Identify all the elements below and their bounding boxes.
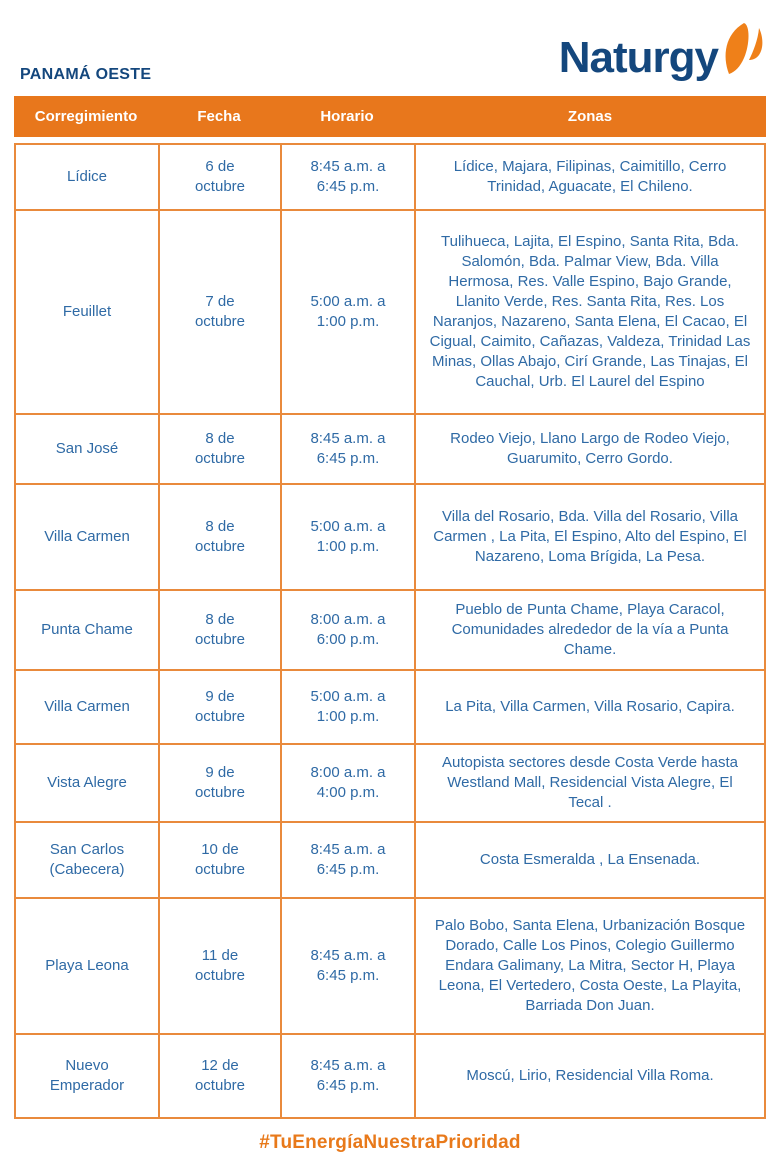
cell-zonas: Tulihueca, Lajita, El Espino, Santa Rita, Bda. Salomón, Bda. Palmar View, Bda. Villa Hermosa, Res. Valle Espino, Bajo Grande, Llanito Verde, Res. Santa Rita, Res. Los Naranjos, Nazareno, Santa Elena, El Cacao, El Cigual, Caimito, Cañazas, Valdeza, Trinidad Las Minas, Ollas Abajo, Cirí Grande, Las Tinajas, El Cauchal, Urb. El Laurel del Espino [414, 211, 764, 413]
cell-corregimiento: Playa Leona [45, 957, 129, 974]
cell-fecha: 6 de octubre [158, 145, 280, 209]
table-row [16, 669, 764, 743]
cell-fecha: 8 de octubre [158, 485, 280, 589]
cell-horario: 8:00 a.m. a 4:00 p.m. [280, 745, 414, 821]
cell-corregimiento: Nuevo Emperador [49, 1057, 125, 1094]
region-title: PANAMÁ OESTE [20, 66, 152, 83]
top-bar [0, 0, 780, 96]
cell-fecha: 8 de octubre [158, 591, 280, 669]
table-row [16, 743, 764, 821]
cell-fecha: 8 de octubre [158, 415, 280, 483]
butterfly-icon [720, 22, 764, 80]
naturgy-wordmark: Naturgy [558, 33, 718, 82]
cell-zonas: Palo Bobo, Santa Elena, Urbanización Bosque Dorado, Calle Los Pinos, Colegio Guillermo Endara Galimany, La Mitra, Sector H, Playa Leona, El Vertedero, Costa Oeste, La Playita, Barriada Don Juan. [414, 899, 764, 1033]
cell-horario: 5:00 a.m. a 1:00 p.m. [280, 485, 414, 589]
cell-fecha: 9 de octubre [158, 745, 280, 821]
header-corregimiento: Corregimiento [34, 108, 138, 125]
cell-horario: 5:00 a.m. a 1:00 p.m. [280, 671, 414, 743]
cell-fecha: 12 de octubre [158, 1035, 280, 1117]
outage-table [14, 96, 766, 1119]
cell-fecha: 11 de octubre [158, 899, 280, 1033]
header-horario: Horario [320, 108, 374, 125]
cell-fecha: 10 de octubre [158, 823, 280, 897]
cell-corregimiento: Lídice [66, 168, 108, 185]
cell-zonas: La Pita, Villa Carmen, Villa Rosario, Capira. [414, 671, 764, 743]
table-row [16, 897, 764, 1033]
header-fecha: Fecha [197, 108, 241, 125]
table-row [16, 145, 764, 209]
table-row [16, 1033, 764, 1117]
table-row [16, 209, 764, 413]
cell-corregimiento: San Carlos (Cabecera) [49, 841, 125, 878]
table-row [16, 589, 764, 669]
header-zonas: Zonas [567, 108, 613, 125]
cell-corregimiento: Punta Chame [41, 621, 133, 638]
cell-zonas: Villa del Rosario, Bda. Villa del Rosario, Villa Carmen , La Pita, El Espino, Alto del Espino, El Nazareno, Loma Brígida, La Pesa. [414, 485, 764, 589]
cell-horario: 8:45 a.m. a 6:45 p.m. [280, 899, 414, 1033]
table-row [16, 483, 764, 589]
cell-horario: 8:45 a.m. a 6:45 p.m. [280, 1035, 414, 1117]
cell-corregimiento: San José [55, 440, 119, 457]
cell-fecha: 9 de octubre [158, 671, 280, 743]
cell-zonas: Pueblo de Punta Chame, Playa Caracol, Comunidades alrededor de la vía a Punta Chame. [414, 591, 764, 669]
table-header-row [14, 96, 766, 137]
table-row [16, 413, 764, 483]
cell-horario: 8:00 a.m. a 6:00 p.m. [280, 591, 414, 669]
naturgy-logo [559, 22, 764, 80]
cell-corregimiento: Feuillet [62, 303, 112, 320]
cell-zonas: Moscú, Lirio, Residencial Villa Roma. [414, 1035, 764, 1117]
cell-corregimiento: Villa Carmen [44, 528, 130, 545]
cell-horario: 5:00 a.m. a 1:00 p.m. [280, 211, 414, 413]
table-row [16, 821, 764, 897]
cell-zonas: Lídice, Majara, Filipinas, Caimitillo, Cerro Trinidad, Aguacate, El Chileno. [414, 145, 764, 209]
cell-horario: 8:45 a.m. a 6:45 p.m. [280, 415, 414, 483]
cell-zonas: Rodeo Viejo, Llano Largo de Rodeo Viejo, Guarumito, Cerro Gordo. [414, 415, 764, 483]
cell-zonas: Autopista sectores desde Costa Verde hasta Westland Mall, Residencial Vista Alegre, El Tecal . [414, 745, 764, 821]
cell-corregimiento: Vista Alegre [47, 774, 127, 791]
cell-fecha: 7 de octubre [158, 211, 280, 413]
cell-corregimiento: Villa Carmen [44, 698, 130, 715]
cell-horario: 8:45 a.m. a 6:45 p.m. [280, 823, 414, 897]
cell-horario: 8:45 a.m. a 6:45 p.m. [280, 145, 414, 209]
cell-zonas: Costa Esmeralda , La Ensenada. [414, 823, 764, 897]
table-body [14, 143, 766, 1119]
hashtag-footer: #TuEnergíaNuestraPrioridad [259, 1132, 521, 1153]
